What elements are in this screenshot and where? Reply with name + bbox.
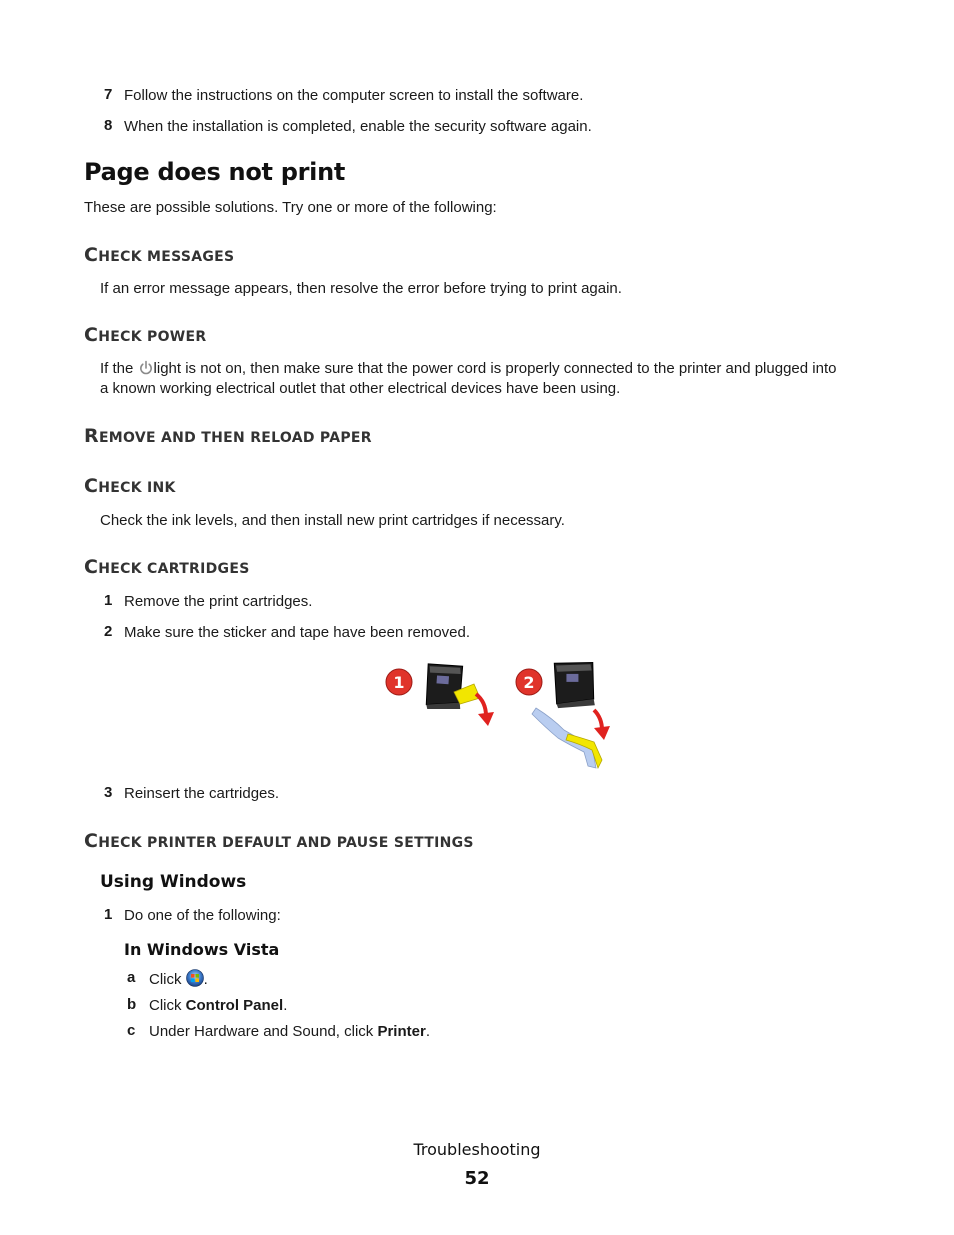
heading-rest: HECK PRINTER DEFAULT AND PAUSE SETTINGS [98, 835, 474, 851]
intro-text: These are possible solutions. Try one or more of the following: [84, 199, 497, 216]
windows-start-icon [186, 969, 204, 993]
step-letter: c [127, 1022, 136, 1039]
text-pre: Under Hardware and Sound, click [149, 1023, 378, 1040]
cartridge-illustration [382, 652, 618, 774]
heading-cap: R [84, 425, 99, 447]
heading-check-ink [84, 475, 176, 497]
arrow-2 [594, 710, 602, 730]
callout-1-label: 1 [393, 673, 405, 692]
heading-rest: EMOVE AND THEN RELOAD PAPER [98, 430, 372, 446]
step-text [149, 969, 208, 993]
callout-1-icon [386, 669, 412, 695]
step-letter: b [127, 996, 137, 1013]
heading-cap: C [84, 324, 99, 346]
cartridge-1-icon [418, 658, 471, 717]
heading-cap: C [84, 244, 99, 266]
text-post: . [283, 997, 288, 1014]
step-text: Remove the print cartridges. [124, 593, 313, 610]
step-text: When the installation is completed, enable the security software again. [124, 118, 592, 135]
tape-strip-blue [532, 708, 596, 768]
heading-check-messages [84, 244, 234, 266]
text-bold: Control Panel [185, 997, 284, 1014]
heading-reload-paper [84, 425, 372, 447]
step-number: 2 [104, 623, 113, 640]
step-letter: a [127, 969, 136, 986]
heading-rest: HECK MESSAGES [98, 249, 235, 265]
text-post: light is not on, then make sure that the power cord is properly connected to the printer and plugged into [153, 360, 837, 377]
heading-rest: HECK INK [98, 480, 176, 496]
heading-rest: HECK POWER [98, 329, 207, 345]
sub-heading-windows-vista: In Windows Vista [124, 940, 280, 959]
arrow-2-head [594, 726, 610, 740]
heading-printer-default [84, 830, 474, 852]
heading-cap: C [84, 556, 99, 578]
step-text: Reinsert the cartridges. [124, 785, 280, 802]
step-text: Follow the instructions on the computer screen to install the software. [124, 87, 584, 104]
step-number: 8 [104, 117, 113, 134]
step-number: 1 [104, 906, 113, 923]
step-text [149, 1022, 430, 1042]
check-ink-body: Check the ink levels, and then install new print cartridges if necessary. [100, 512, 565, 529]
check-power-line2: a known working electrical outlet that other electrical devices have been using. [100, 380, 621, 397]
text-pre: If the [100, 360, 138, 377]
heading-cap: C [84, 830, 99, 852]
text-post: . [425, 1023, 430, 1040]
heading-check-cartridges [84, 556, 250, 578]
text-bold: Printer [377, 1023, 426, 1040]
cartridge-2-icon [548, 657, 601, 713]
sub-heading-using-windows: Using Windows [100, 872, 247, 892]
callout-2-label: 2 [523, 673, 535, 692]
heading-check-power [84, 324, 206, 346]
step-text: Make sure the sticker and tape have been removed. [124, 624, 471, 641]
footer-section-label: Troubleshooting [413, 1140, 541, 1159]
text-post: . [203, 971, 208, 988]
heading-rest: HECK CARTRIDGES [98, 561, 250, 577]
text-pre: Click [149, 971, 186, 988]
step-text: Do one of the following: [124, 907, 281, 924]
callout-2-icon [516, 669, 542, 695]
text-pre: Click [149, 997, 186, 1014]
step-text [149, 996, 287, 1016]
arrow-1 [476, 694, 486, 716]
step-number: 3 [104, 784, 113, 801]
page-number: 52 [464, 1168, 490, 1189]
step-number: 1 [104, 592, 113, 609]
arrow-1-head [478, 712, 494, 726]
heading-cap: C [84, 475, 99, 497]
step-number: 7 [104, 86, 113, 103]
check-messages-body: If an error message appears, then resolve the error before trying to print again. [100, 280, 622, 297]
page-title: Page does not print [84, 158, 346, 186]
